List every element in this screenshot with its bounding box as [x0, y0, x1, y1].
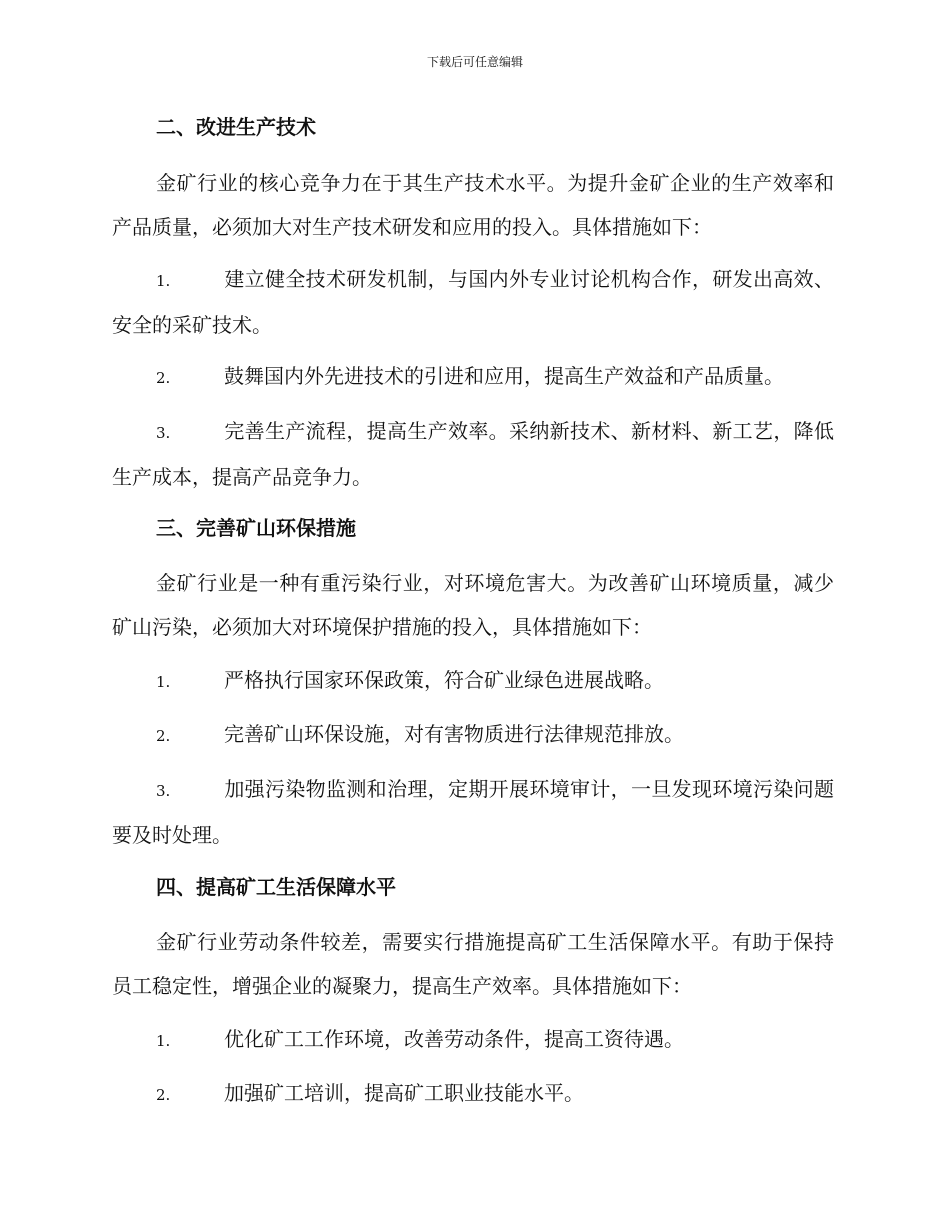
list-item [112, 712, 834, 758]
list-item [112, 767, 834, 857]
section-intro: 金矿行业劳动条件较差，需要实行措施提高矿工生活保障水平。有助于保持员工稳定性，增强企业的凝聚力，提高生产效率。具体措施如下： [112, 930, 834, 998]
list-item-number: 1. [156, 1032, 171, 1050]
section-heading-3: 三、完善矿山环保措施 [156, 516, 356, 540]
list-item-number: 3. [156, 782, 171, 800]
section-intro: 金矿行业的核心竞争力在于其生产技术水平。为提升金矿企业的生产效率和产品质量，必须加大对生产技术研发和应用的投入。具体措施如下： [112, 171, 834, 239]
list-item [112, 658, 834, 704]
list-item-text: 完善矿山环保设施，对有害物质进行法律规范排放。 [224, 722, 684, 746]
list-item [112, 257, 834, 347]
list-item-text: 严格执行国家环保政策，符合矿业绿色进展战略。 [224, 668, 664, 692]
section-heading-2: 二、改进生产技术 [156, 115, 316, 139]
list-item [112, 409, 834, 499]
list-item-text: 加强矿工培训，提高矿工职业技能水平。 [224, 1081, 584, 1105]
list-item [112, 1071, 834, 1117]
list-item-number: 2. [156, 369, 171, 387]
list-item-number: 2. [156, 727, 171, 745]
list-item-number: 1. [156, 272, 171, 290]
list-item-number: 2. [156, 1086, 171, 1104]
page-header: 下载后可任意编辑 [426, 55, 523, 69]
section-heading-4: 四、提高矿工生活保障水平 [156, 875, 396, 899]
section-intro: 金矿行业是一种有重污染行业，对环境危害大。为改善矿山环境质量，减少矿山污染，必须加大对环境保护措施的投入，具体措施如下： [112, 571, 834, 639]
list-item [112, 354, 834, 400]
list-item-text: 优化矿工工作环境，改善劳动条件，提高工资待遇。 [224, 1027, 684, 1051]
list-item-text: 鼓舞国内外先进技术的引进和应用，提高生产效益和产品质量。 [224, 364, 784, 388]
list-item-text: 建立健全技术研发机制，与国内外专业讨论机构合作，研发出高效、安全的采矿技术。 [112, 267, 834, 337]
list-item [112, 1017, 834, 1063]
list-item-number: 3. [156, 424, 171, 442]
list-item-text: 加强污染物监测和治理，定期开展环境审计，一旦发现环境污染问题要及时处理。 [112, 777, 834, 847]
list-item-number: 1. [156, 673, 171, 691]
list-item-text: 完善生产流程，提高生产效率。采纳新技术、新材料、新工艺，降低生产成本，提高产品竞争力。 [112, 419, 834, 489]
